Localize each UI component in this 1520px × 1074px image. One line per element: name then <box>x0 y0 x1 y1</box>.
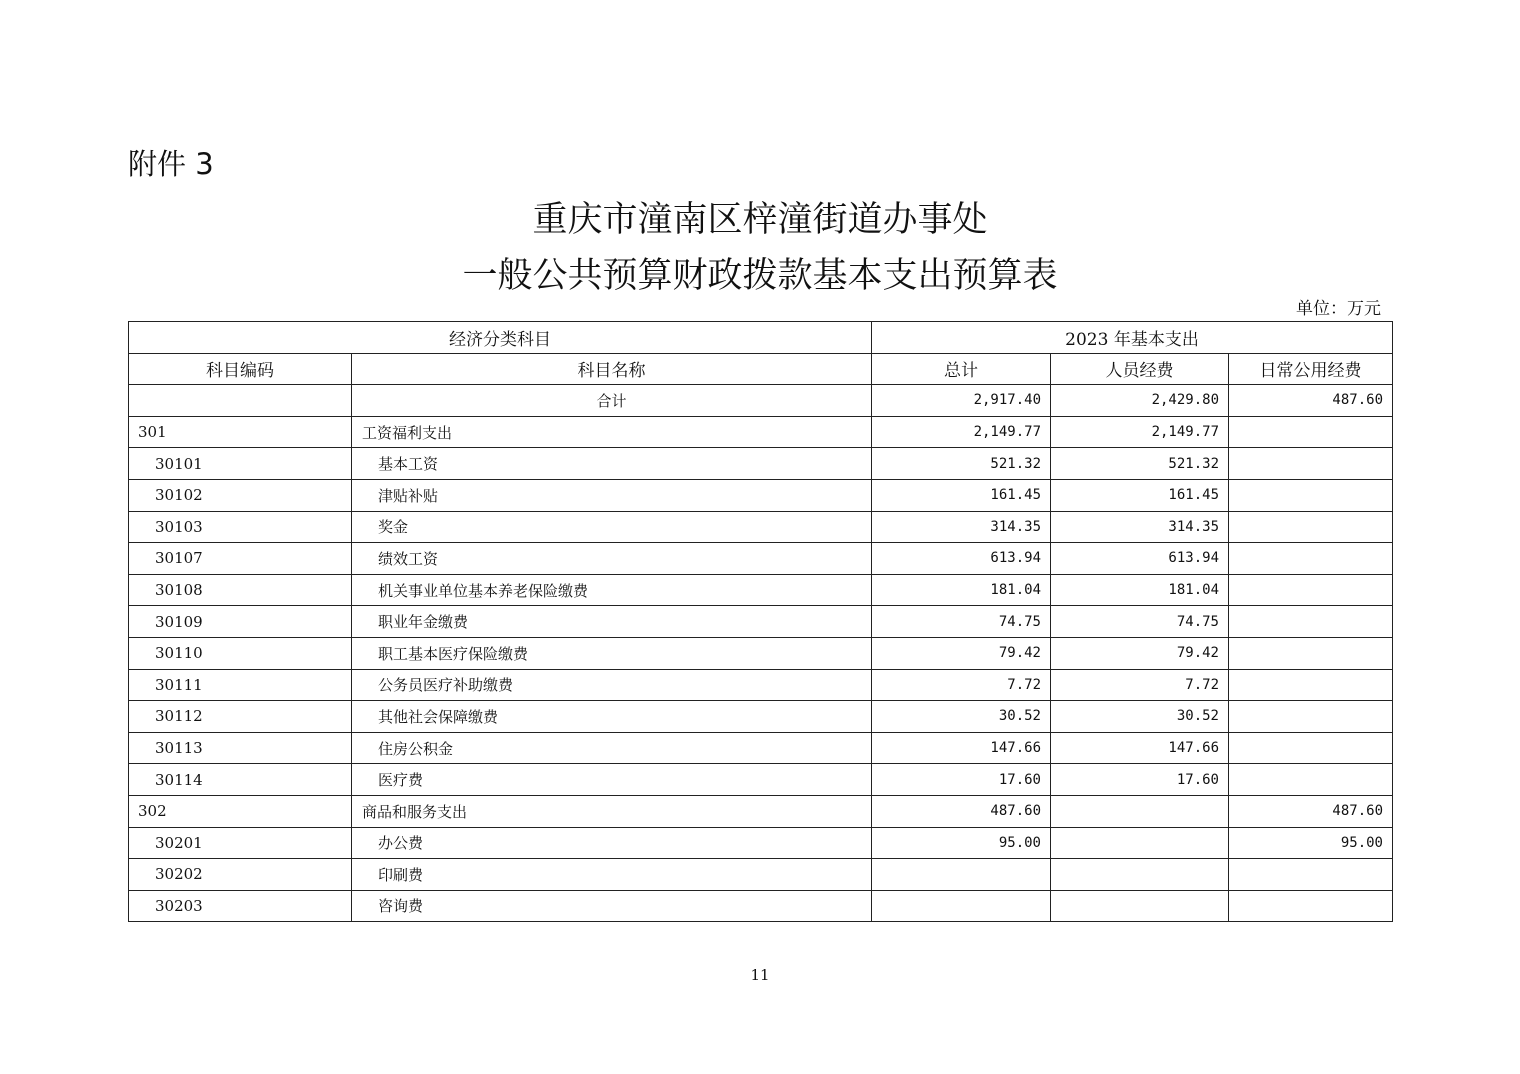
row-personnel: 521.32 <box>1051 448 1229 480</box>
column-header-name: 科目名称 <box>352 353 872 385</box>
row-code: 30110 <box>129 637 352 669</box>
row-code: 30112 <box>129 701 352 733</box>
row-personnel: 74.75 <box>1051 606 1229 638</box>
row-name: 津贴补贴 <box>352 479 872 511</box>
row-public <box>1229 701 1393 733</box>
row-code: 30102 <box>129 479 352 511</box>
unit-label: 单位：万元 <box>1296 299 1381 319</box>
row-code: 30108 <box>129 574 352 606</box>
page-title-line2: 一般公共预算财政拨款基本支出预算表 <box>462 256 1058 296</box>
total-personnel: 2,429.80 <box>1051 385 1229 417</box>
row-code: 30101 <box>129 448 352 480</box>
row-name: 商品和服务支出 <box>352 795 872 827</box>
row-public <box>1229 479 1393 511</box>
row-name: 医疗费 <box>352 764 872 796</box>
row-total: 7.72 <box>872 669 1051 701</box>
row-personnel: 314.35 <box>1051 511 1229 543</box>
table-row <box>129 764 1393 796</box>
page-number: 11 <box>750 966 770 984</box>
row-name: 咨询费 <box>352 890 872 922</box>
table-row <box>129 890 1393 922</box>
total-label: 合计 <box>352 385 872 417</box>
row-total: 95.00 <box>872 827 1051 859</box>
row-code: 302 <box>129 795 352 827</box>
row-public <box>1229 574 1393 606</box>
row-code: 30202 <box>129 859 352 891</box>
row-total: 30.52 <box>872 701 1051 733</box>
group-header-row <box>129 322 1393 354</box>
table-row <box>129 795 1393 827</box>
row-public: 95.00 <box>1229 827 1393 859</box>
row-code: 30103 <box>129 511 352 543</box>
row-code: 30113 <box>129 732 352 764</box>
table-row <box>129 637 1393 669</box>
table-row <box>129 574 1393 606</box>
row-personnel <box>1051 827 1229 859</box>
column-header-personnel: 人员经费 <box>1051 353 1229 385</box>
row-public: 487.60 <box>1229 795 1393 827</box>
row-name: 职业年金缴费 <box>352 606 872 638</box>
row-code: 30107 <box>129 543 352 575</box>
row-code: 30201 <box>129 827 352 859</box>
row-total: 161.45 <box>872 479 1051 511</box>
row-public <box>1229 511 1393 543</box>
row-total: 79.42 <box>872 637 1051 669</box>
table-row <box>129 606 1393 638</box>
row-name: 基本工资 <box>352 448 872 480</box>
row-public <box>1229 416 1393 448</box>
row-code: 30114 <box>129 764 352 796</box>
row-public <box>1229 859 1393 891</box>
row-personnel: 30.52 <box>1051 701 1229 733</box>
row-public <box>1229 606 1393 638</box>
row-name: 机关事业单位基本养老保险缴费 <box>352 574 872 606</box>
row-total: 147.66 <box>872 732 1051 764</box>
row-total: 487.60 <box>872 795 1051 827</box>
row-personnel: 17.60 <box>1051 764 1229 796</box>
row-public <box>1229 732 1393 764</box>
table-row <box>129 543 1393 575</box>
row-personnel: 161.45 <box>1051 479 1229 511</box>
total-code <box>129 385 352 417</box>
row-public <box>1229 890 1393 922</box>
total-total: 2,917.40 <box>872 385 1051 417</box>
row-total <box>872 859 1051 891</box>
table-row <box>129 416 1393 448</box>
row-personnel: 147.66 <box>1051 732 1229 764</box>
budget-table <box>128 321 1393 922</box>
row-name: 公务员医疗补助缴费 <box>352 669 872 701</box>
page-title-line1: 重庆市潼南区梓潼街道办事处 <box>532 200 988 240</box>
row-public <box>1229 637 1393 669</box>
row-code: 301 <box>129 416 352 448</box>
table-row <box>129 511 1393 543</box>
row-total: 17.60 <box>872 764 1051 796</box>
row-total: 74.75 <box>872 606 1051 638</box>
row-public <box>1229 448 1393 480</box>
row-name: 奖金 <box>352 511 872 543</box>
table-row <box>129 448 1393 480</box>
column-header-code: 科目编码 <box>129 353 352 385</box>
row-personnel <box>1051 795 1229 827</box>
row-name: 住房公积金 <box>352 732 872 764</box>
row-public <box>1229 543 1393 575</box>
total-row <box>129 385 1393 417</box>
row-personnel: 2,149.77 <box>1051 416 1229 448</box>
group-header-year: 2023 年基本支出 <box>872 322 1393 354</box>
total-public: 487.60 <box>1229 385 1393 417</box>
table-row <box>129 859 1393 891</box>
row-public <box>1229 764 1393 796</box>
group-header-economic: 经济分类科目 <box>129 322 872 354</box>
table-row <box>129 669 1393 701</box>
row-code: 30109 <box>129 606 352 638</box>
table-row <box>129 701 1393 733</box>
row-total: 521.32 <box>872 448 1051 480</box>
row-code: 30203 <box>129 890 352 922</box>
row-total: 314.35 <box>872 511 1051 543</box>
column-header-public: 日常公用经费 <box>1229 353 1393 385</box>
row-name: 印刷费 <box>352 859 872 891</box>
table-row <box>129 479 1393 511</box>
row-public <box>1229 669 1393 701</box>
row-name: 绩效工资 <box>352 543 872 575</box>
row-name: 职工基本医疗保险缴费 <box>352 637 872 669</box>
row-total <box>872 890 1051 922</box>
row-name: 办公费 <box>352 827 872 859</box>
row-code: 30111 <box>129 669 352 701</box>
column-header-row <box>129 353 1393 385</box>
row-personnel <box>1051 859 1229 891</box>
row-personnel: 181.04 <box>1051 574 1229 606</box>
row-personnel: 7.72 <box>1051 669 1229 701</box>
column-header-total: 总计 <box>872 353 1051 385</box>
row-total: 2,149.77 <box>872 416 1051 448</box>
row-personnel <box>1051 890 1229 922</box>
attachment-label: 附件 3 <box>128 147 214 181</box>
row-total: 613.94 <box>872 543 1051 575</box>
row-name: 其他社会保障缴费 <box>352 701 872 733</box>
table-row <box>129 732 1393 764</box>
table-row <box>129 827 1393 859</box>
row-personnel: 79.42 <box>1051 637 1229 669</box>
row-name: 工资福利支出 <box>352 416 872 448</box>
row-personnel: 613.94 <box>1051 543 1229 575</box>
row-total: 181.04 <box>872 574 1051 606</box>
